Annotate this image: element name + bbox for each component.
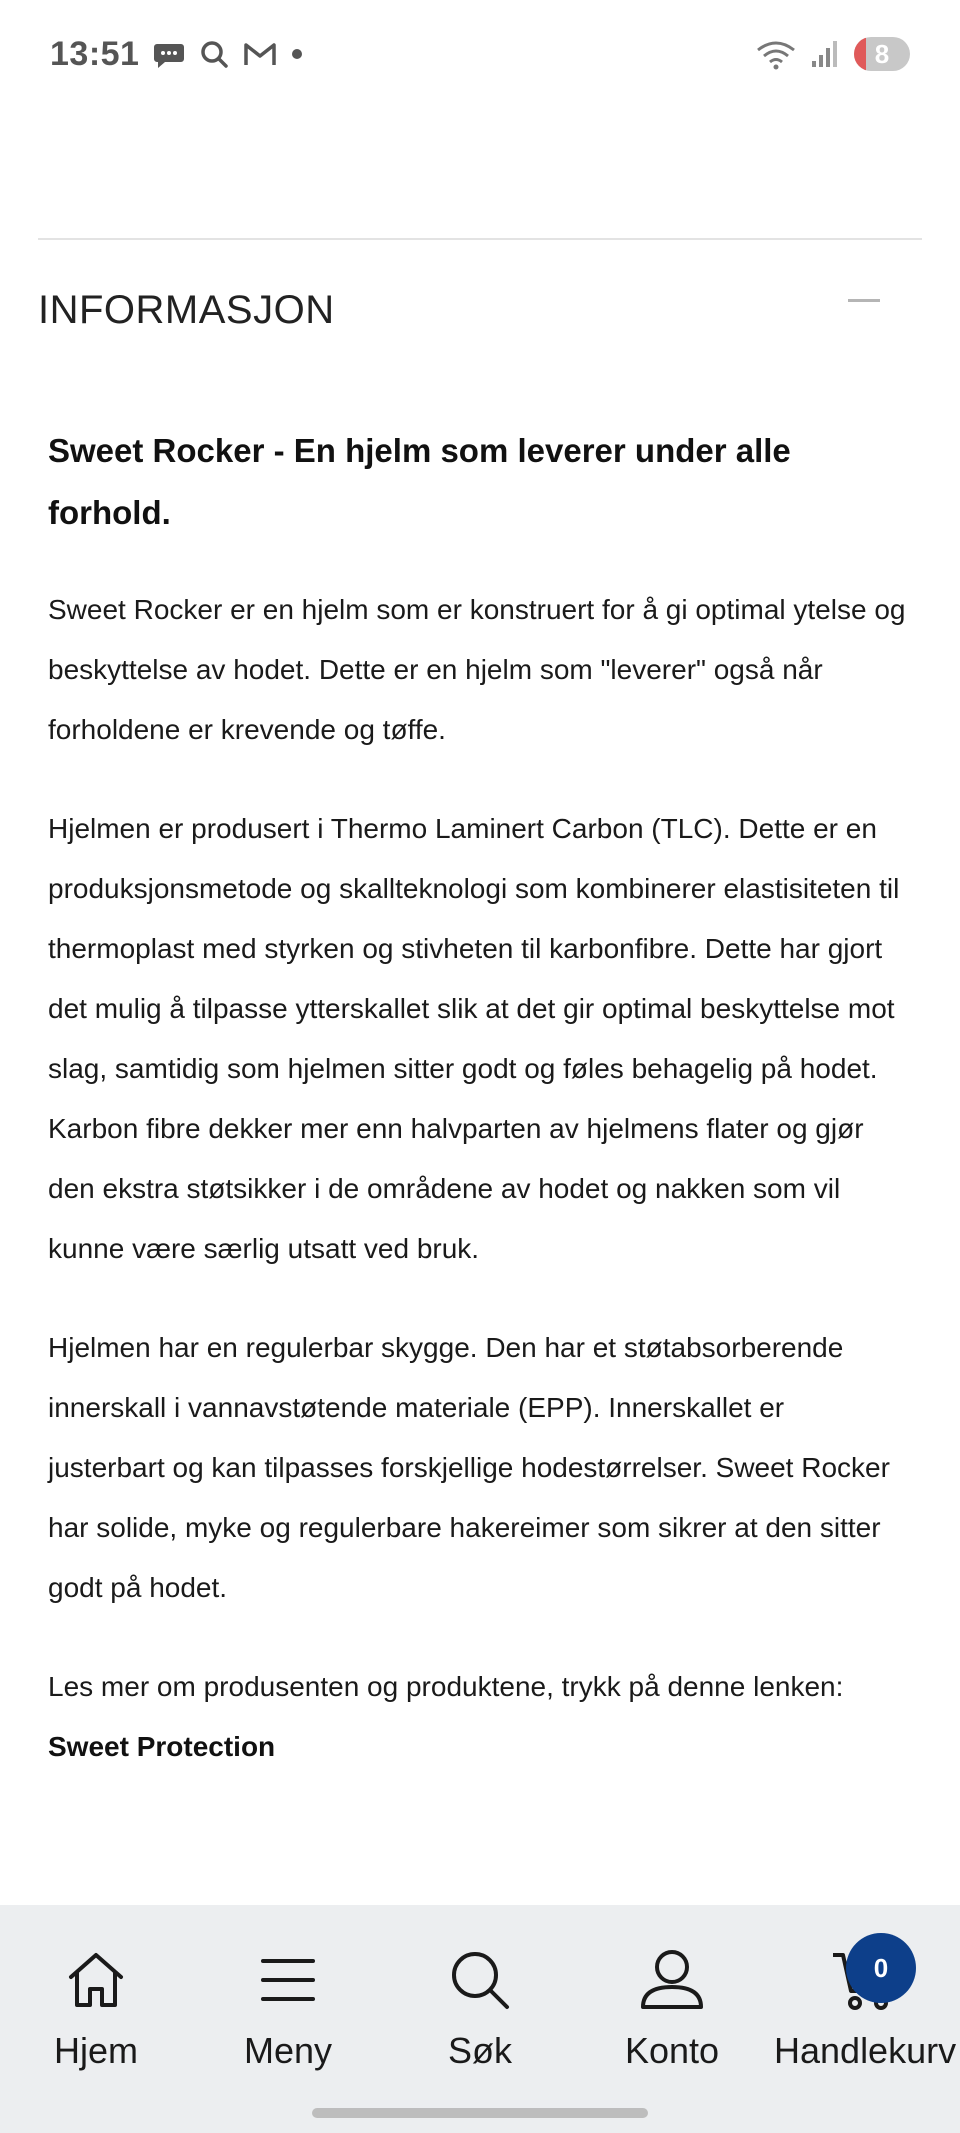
home-indicator[interactable]: [312, 2108, 648, 2118]
search-icon: [199, 39, 229, 69]
cart-count-badge: 0: [846, 1933, 916, 2003]
nav-label-search: Søk: [447, 2030, 512, 2071]
info-section-toggle[interactable]: [38, 280, 922, 340]
battery-level: 8: [874, 38, 890, 69]
nav-label-home: Hjem: [53, 2030, 138, 2071]
signal-icon: [810, 39, 840, 69]
wifi-icon: [756, 38, 796, 70]
description-paragraph-3: Hjelmen har en regulerbar skygge. Den har et støtabsorberende innerskall i vannavstøtende materiale (EPP). Innerskallet er justerbart og kan tilpasses forskjellige hodestørrelser. Sweet Rocker har solide, myke og regulerbare hakereimer som sikrer at den sitter godt på hodet.: [48, 1332, 890, 1603]
status-bar: [0, 0, 960, 108]
bottom-navigation: [0, 1905, 960, 2133]
description-paragraph-1: Sweet Rocker er en hjelm som er konstruert for å gi optimal ytelse og beskyttelse av hodet. Dette er en hjelm som "leverer" også når forholdene er krevende og tøffe.: [48, 594, 906, 745]
nav-menu[interactable]: [198, 1945, 378, 2073]
nav-label-cart: Handlekurv: [774, 2030, 957, 2071]
nav-cart[interactable]: [774, 1945, 957, 2073]
nav-label-account: Konto: [624, 2030, 720, 2071]
section-title: INFORMASJON: [38, 287, 335, 332]
battery-indicator: [854, 37, 910, 71]
system-icons: [756, 37, 910, 71]
collapse-minus-icon[interactable]: [848, 299, 880, 302]
nav-label-menu: Meny: [243, 2030, 333, 2071]
nav-search[interactable]: [390, 1945, 570, 2073]
description-paragraph-4: [48, 1657, 908, 1777]
section-divider: [38, 238, 922, 240]
manufacturer-link[interactable]: Sweet Protection: [48, 1731, 276, 1762]
description-heading: Sweet Rocker - En hjelm som leverer under alle forhold.: [48, 432, 791, 531]
product-description: [48, 420, 908, 1816]
gmail-icon: [243, 40, 277, 68]
description-paragraph-2: Hjelmen er produsert i Thermo Laminert Carbon (TLC). Dette er en produksjonsmetode og skallteknologi som kombinerer elastisiteten til thermoplast med styrken og stivheten til karbonfibre. Dette har gjort det mulig å tilpasse ytterskallet slik at det gir optimal beskyttelse mot slag, samtidig som hjelmen sitter godt og føles behagelig på hodet. Karbon fibre dekker mer enn halvparten av hjelmens flater og gjør den ekstra støtsikker i de områdene av hodet og nakken som vil kunne være særlig utsatt ved bruk.: [48, 813, 900, 1264]
nav-home[interactable]: [6, 1945, 186, 2073]
link-prefix: Les mer om produsenten og produktene, trykk på denne lenken:: [48, 1671, 844, 1702]
chat-bubble-icon: [153, 38, 185, 70]
menu-icon: [253, 1945, 323, 2015]
dot-icon: [291, 48, 303, 60]
notification-icons: [153, 38, 303, 70]
nav-account[interactable]: [582, 1945, 762, 2073]
home-icon: [61, 1945, 131, 2015]
status-time: 13:51: [50, 34, 140, 73]
user-icon: [637, 1945, 707, 2015]
search-icon: [445, 1945, 515, 2015]
